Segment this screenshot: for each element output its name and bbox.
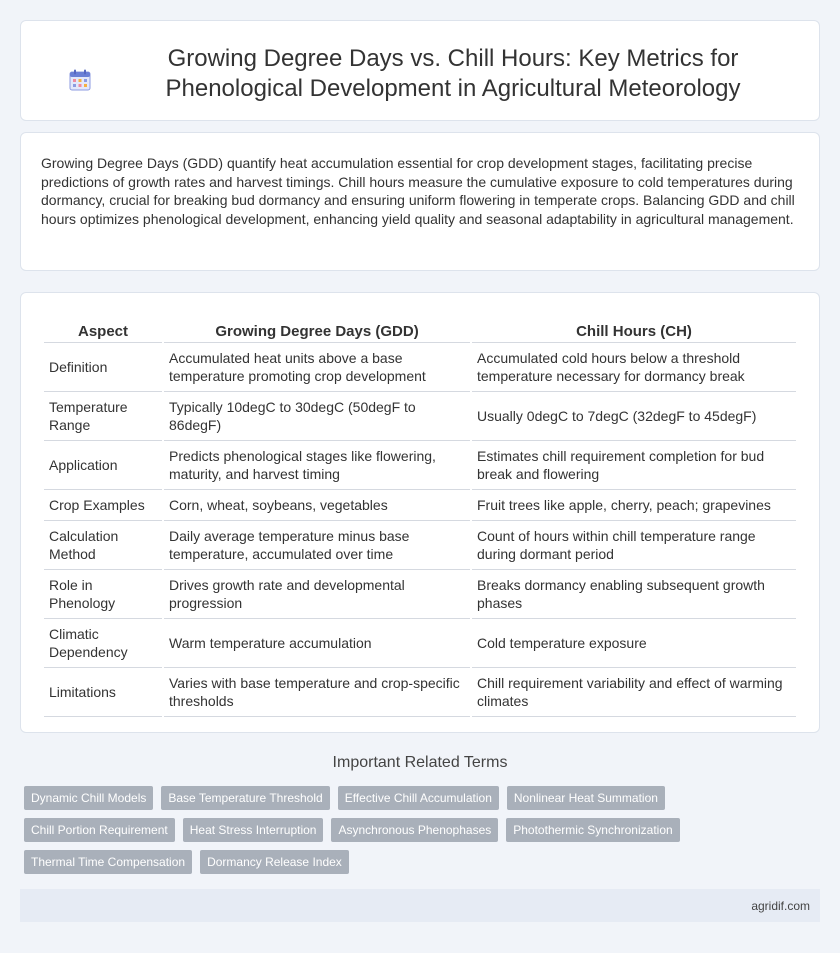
- comparison-table: [42, 313, 798, 717]
- calendar-icon: [68, 68, 92, 92]
- comparison-card: [20, 292, 820, 733]
- footer-site-link[interactable]: agridif.com: [751, 899, 810, 913]
- table-row: [44, 521, 796, 570]
- intro-card: [20, 132, 820, 271]
- row-gdd: Corn, wheat, soybeans, vegetables: [164, 490, 470, 521]
- related-term-tag[interactable]: Chill Portion Requirement: [24, 818, 175, 842]
- related-term-tag[interactable]: Photothermic Synchronization: [506, 818, 679, 842]
- row-chill: Usually 0degC to 7degC (32degF to 45degF): [472, 392, 796, 441]
- footer: [20, 889, 820, 922]
- row-gdd: Drives growth rate and developmental progression: [164, 570, 470, 619]
- header-gdd: Growing Degree Days (GDD): [164, 313, 470, 343]
- header-aspect: Aspect: [44, 313, 162, 343]
- row-aspect: Climatic Dependency: [44, 619, 162, 668]
- related-term-tag[interactable]: Nonlinear Heat Summation: [507, 786, 665, 810]
- related-term-tag[interactable]: Dynamic Chill Models: [24, 786, 153, 810]
- table-header-row: [44, 313, 796, 343]
- related-terms-heading: Important Related Terms: [332, 754, 508, 771]
- page-title: Growing Degree Days vs. Chill Hours: Key Metrics for Phenological Development in Agricultural Meteorology: [165, 45, 741, 102]
- intro-paragraph: Growing Degree Days (GDD) quantify heat accumulation essential for crop development stages, facilitating precise predictions of growth rates and harvest timings. Chill hours measure the cumulative exposure to cold temperatures during dormancy, crucial for breaking bud dormancy and ensuring uniform flowering in temperate crops. Balancing GDD and chill hours optimizes phenological development, enhancing yield quality and seasonal adaptability in agricultural management.: [41, 155, 795, 227]
- table-row: [44, 570, 796, 619]
- related-term-tag[interactable]: Dormancy Release Index: [200, 850, 349, 874]
- table-row: [44, 668, 796, 717]
- row-aspect: Calculation Method: [44, 521, 162, 570]
- tag-row: [24, 850, 816, 874]
- table-row: [44, 392, 796, 441]
- row-gdd: Typically 10degC to 30degC (50degF to 86degF): [164, 392, 470, 441]
- row-aspect: Role in Phenology: [44, 570, 162, 619]
- row-gdd: Warm temperature accumulation: [164, 619, 470, 668]
- table-row: [44, 619, 796, 668]
- tag-row: [24, 786, 816, 810]
- table-row: [44, 441, 796, 490]
- title-card: [20, 20, 820, 121]
- row-chill: Fruit trees like apple, cherry, peach; grapevines: [472, 490, 796, 521]
- row-chill: Breaks dormancy enabling subsequent growth phases: [472, 570, 796, 619]
- row-gdd: Daily average temperature minus base temperature, accumulated over time: [164, 521, 470, 570]
- related-terms-list: [24, 786, 816, 882]
- row-gdd: Varies with base temperature and crop-specific thresholds: [164, 668, 470, 717]
- related-term-tag[interactable]: Heat Stress Interruption: [183, 818, 324, 842]
- row-gdd: Accumulated heat units above a base temperature promoting crop development: [164, 343, 470, 392]
- row-chill: Estimates chill requirement completion for bud break and flowering: [472, 441, 796, 490]
- row-chill: Count of hours within chill temperature range during dormant period: [472, 521, 796, 570]
- row-gdd: Predicts phenological stages like flowering, maturity, and harvest timing: [164, 441, 470, 490]
- related-term-tag[interactable]: Effective Chill Accumulation: [338, 786, 499, 810]
- row-chill: Chill requirement variability and effect of warming climates: [472, 668, 796, 717]
- related-term-tag[interactable]: Base Temperature Threshold: [161, 786, 329, 810]
- related-term-tag[interactable]: Asynchronous Phenophases: [331, 818, 498, 842]
- tag-row: [24, 818, 816, 842]
- row-aspect: Limitations: [44, 668, 162, 717]
- related-term-tag[interactable]: Thermal Time Compensation: [24, 850, 192, 874]
- table-row: [44, 490, 796, 521]
- row-chill: Cold temperature exposure: [472, 619, 796, 668]
- header-chill-hours: Chill Hours (CH): [472, 313, 796, 343]
- row-aspect: Temperature Range: [44, 392, 162, 441]
- row-aspect: Application: [44, 441, 162, 490]
- row-aspect: Definition: [44, 343, 162, 392]
- table-row: [44, 343, 796, 392]
- row-aspect: Crop Examples: [44, 490, 162, 521]
- row-chill: Accumulated cold hours below a threshold temperature necessary for dormancy break: [472, 343, 796, 392]
